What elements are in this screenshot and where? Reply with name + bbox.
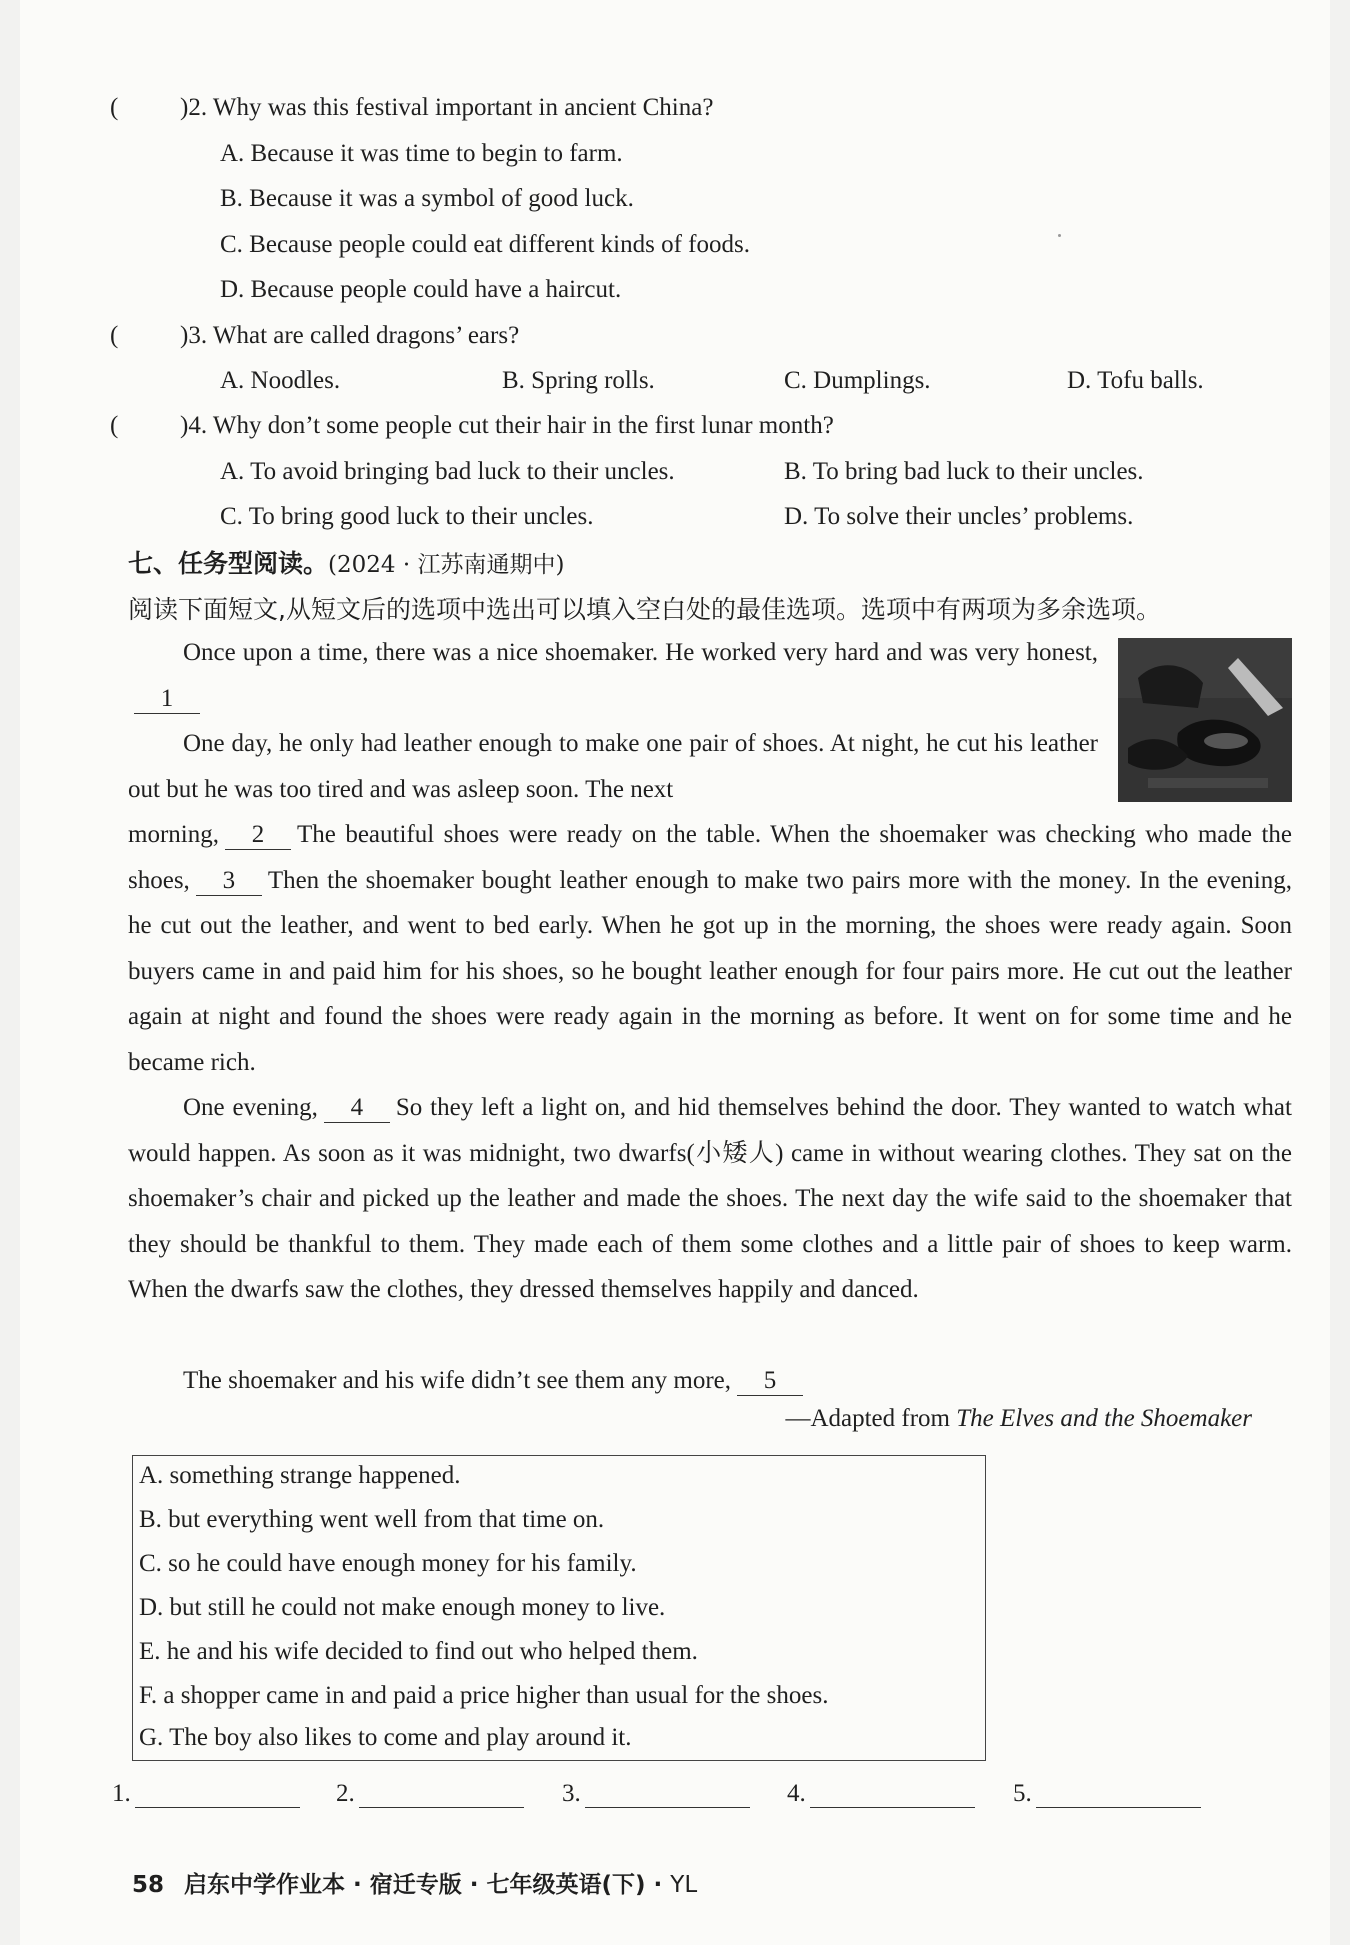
passage-credit [785, 1405, 1252, 1433]
answer-3 [562, 1780, 750, 1808]
answer-2 [336, 1780, 524, 1808]
edition-code: YL [670, 1872, 698, 1898]
answer-line-4[interactable] [810, 1783, 975, 1808]
section-source: (2024 · 江苏南通期中) [328, 552, 565, 578]
question-text: )3. What are called dragons’ ears? [180, 322, 520, 349]
paragraph-text: One day, he only had leather enough to make one pair of shoes. At night, he cut his leather out but he was too tired and was asleep soon. The next [128, 730, 1098, 803]
choice-a: A. something strange happened. [139, 1462, 461, 1489]
print-speck [1058, 234, 1061, 237]
option-c: C. Dumplings. [784, 367, 931, 394]
answer-paren[interactable]: ( [110, 322, 119, 349]
option-d: D. Because people could have a haircut. [220, 276, 622, 303]
option-b: B. Spring rolls. [502, 367, 655, 394]
choice-d: D. but still he could not make enough money to live. [139, 1594, 666, 1621]
worksheet-page [20, 0, 1330, 1945]
answer-1 [112, 1780, 300, 1808]
option-a: A. Noodles. [220, 367, 341, 394]
answer-number: 1. [112, 1780, 131, 1807]
credit-prefix: —Adapted from [785, 1405, 957, 1432]
section-instruction: 阅读下面短文,从短文后的选项中选出可以填入空白处的最佳选项。选项中有两项为多余选项。 [128, 595, 1161, 624]
answer-line-2[interactable] [359, 1783, 524, 1808]
answer-paren[interactable]: ( [110, 94, 119, 121]
passage-paragraph-4 [128, 1358, 1292, 1404]
answer-number: 4. [787, 1780, 806, 1807]
option-b: B. To bring bad luck to their uncles. [784, 458, 1144, 485]
choice-g: G. The boy also likes to come and play around it. [139, 1724, 632, 1751]
option-b: B. Because it was a symbol of good luck. [220, 185, 634, 212]
answer-line-5[interactable] [1036, 1783, 1201, 1808]
page-number: 58 [132, 1872, 165, 1898]
passage-paragraph-1 [128, 630, 1098, 721]
paragraph-text: The beautiful shoes were ready on the table. When the shoemaker was checking who made the shoes, [128, 821, 1292, 894]
choice-e: E. he and his wife decided to find out who helped them. [139, 1638, 698, 1665]
shoes-illustration [1118, 638, 1292, 802]
blank-4[interactable]: 4 [324, 1094, 390, 1123]
blank-1[interactable]: 1 [134, 685, 200, 714]
question-text: )4. Why don’t some people cut their hair in the first lunar month? [180, 412, 834, 439]
passage-paragraph-2-top [128, 721, 1098, 812]
paragraph-text: One evening, [183, 1094, 318, 1121]
answer-line-3[interactable] [585, 1783, 750, 1808]
answer-number: 5. [1013, 1780, 1032, 1807]
choice-f: F. a shopper came in and paid a price higher than usual for the shoes. [139, 1682, 829, 1709]
option-c: C. To bring good luck to their uncles. [220, 503, 594, 530]
section-title [128, 544, 564, 580]
paragraph-text: So they left a light on, and hid themselves behind the door. They wanted to watch what would happen. As soon as it was midnight, two dwarfs(小矮人) came in without wearing clothes. They sat on the shoemaker’s chair and picked up the leather and made the shoes. The next day the wife said to the shoemaker that they should be thankful to them. They made each of them some clothes and a little pair of shoes to keep warm. When the dwarfs saw the clothes, they dressed themselves happily and danced. [128, 1094, 1292, 1303]
shoes-photo [1118, 638, 1292, 802]
answer-5 [1013, 1780, 1201, 1808]
paragraph-text: Once upon a time, there was a nice shoemaker. He worked very hard and was very honest, [183, 639, 1098, 666]
answer-number: 3. [562, 1780, 581, 1807]
blank-5[interactable]: 5 [737, 1367, 803, 1396]
passage-paragraph-3 [128, 1085, 1292, 1313]
answer-4 [787, 1780, 975, 1808]
option-c: C. Because people could eat different kinds of foods. [220, 231, 750, 258]
page-footer [132, 1866, 697, 1899]
choice-b: B. but everything went well from that time on. [139, 1506, 605, 1533]
option-d: D. To solve their uncles’ problems. [784, 503, 1134, 530]
paragraph-text: morning, [128, 821, 219, 848]
paragraph-text: The shoemaker and his wife didn’t see them any more, [183, 1367, 731, 1394]
passage-paragraph-2 [128, 812, 1292, 1085]
paragraph-text: Then the shoemaker bought leather enough to make two pairs more with the money. In the evening, he cut out the leather, and went to bed early. When he got up in the morning, the shoes were ready again. Soon buyers came in and paid him for his shoes, so he bought leather enough for four pairs more. He cut out the leather again at night and found the shoes were ready again in the morning as before. It went on for some time and he became rich. [128, 866, 1292, 1076]
choices-box [132, 1455, 986, 1761]
blank-2[interactable]: 2 [225, 821, 291, 850]
answer-paren[interactable]: ( [110, 412, 119, 439]
credit-title: The Elves and the Shoemaker [956, 1405, 1252, 1432]
book-title: 启东中学作业本 · 宿迁专版 · 七年级英语(下) · [184, 1872, 671, 1898]
option-a: A. Because it was time to begin to farm. [220, 140, 623, 167]
question-text: )2. Why was this festival important in ancient China? [180, 94, 714, 121]
option-a: A. To avoid bringing bad luck to their uncles. [220, 458, 675, 485]
blank-3[interactable]: 3 [196, 867, 262, 896]
section-title-text: 七、任务型阅读。 [128, 549, 329, 578]
answer-number: 2. [336, 1780, 355, 1807]
answer-line-1[interactable] [135, 1783, 300, 1808]
choice-c: C. so he could have enough money for his family. [139, 1550, 637, 1577]
option-d: D. Tofu balls. [1067, 367, 1204, 394]
